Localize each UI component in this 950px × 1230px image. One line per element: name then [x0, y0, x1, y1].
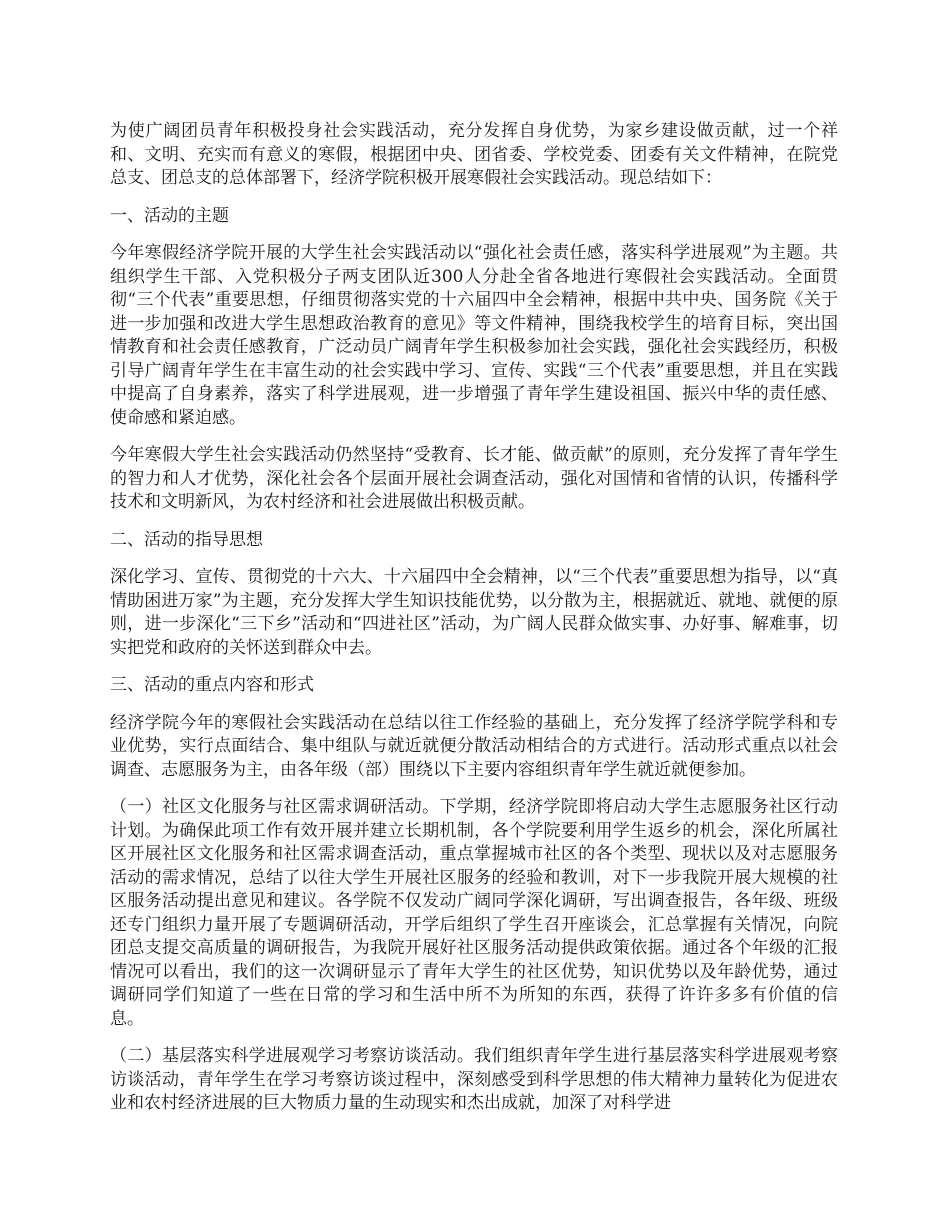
community-service-paragraph: （一）社区文化服务与社区需求调研活动。下学期，经济学院即将启动大学生志愿服务社区行动计划。为确保此项工作有效开展并建立长期机制，各个学院要利用学生返乡的机会，深化所属社区开展社区文化服务和社区需求调查活动，重点掌握城市社区的各个类型、现状以及对志愿服务活动的需求情况，总结了以往大学生开展社区服务的经验和教训，对下一步我院开展大规模的社区服务活动提出意见和建议。各学院不仅发动广阔同学深化调研，写出调查报告，各年级、班级还专门组织力量开展了专题调研活动，开学后组织了学生召开座谈会，汇总掌握有关情况，向院团总支提交高质量的调研报告，为我院开展好社区服务活动提供政策依据。通过各个年级的汇报情况可以看出，我们的这一次调研显示了青年大学生的社区优势，知识优势以及年龄优势，通过调研同学们知道了一些在日常的学习和生活中所不为所知的东西，获得了许许多多有价值的信息。 — [110, 797, 838, 1029]
section-heading-theme: 一、活动的主题 — [110, 205, 229, 226]
intro-paragraph: 为使广阔团员青年积极投身社会实践活动，充分发挥自身优势，为家乡建设做贡献，过一个祥和、文明、充实而有意义的寒假，根据团中央、团省委、学校党委、团委有关文件精神，在院党总支、团总支的总体部署下，经济学院积极开展寒假社会实践活动。现总结如下： — [110, 121, 838, 188]
theme-paragraph-1: 今年寒假经济学院开展的大学生社会实践活动以“强化社会责任感，落实科学进展观”为主题。共组织学生干部、入党积极分子两支团队近300人分赴全省各地进行寒假社会实践活动。全面贯彻“三个代表”重要思想，仔细贯彻落实党的十六届四中全会精神，根据中共中央、国务院《关于进一步加强和改进大学生思想政治教育的意见》等文件精神，围绕我校学生的培育目标，突出国情教育和社会责任感教育，广泛动员广阔青年学生积极参加社会实践，强化社会实践经历，积极引导广阔青年学生在丰富生动的社会实践中学习、宣传、实践“三个代表”重要思想，并且在实践中提高了自身素养，落实了科学进展观，进一步增强了青年学生建设祖国、振兴中华的责任感、使命感和紧迫感。 — [110, 243, 838, 428]
section-heading-guiding-ideas: 二、活动的指导思想 — [110, 529, 263, 550]
theme-paragraph-2: 今年寒假大学生社会实践活动仍然坚持“受教育、长才能、做贡献”的原则，充分发挥了青年学生的智力和人才优势，深化社会各个层面开展社会调查活动，强化对国情和省情的认识，传播科学技术和文明新风，为农村经济和社会进展做出积极贡献。 — [110, 445, 838, 512]
section-heading-key-content: 三、活动的重点内容和形式 — [110, 675, 314, 695]
document-page — [110, 120, 838, 1130]
grassroots-study-paragraph: （二）基层落实科学进展观学习考察访谈活动。我们组织青年学生进行基层落实科学进展观考察访谈活动，青年学生在学习考察访谈过程中，深刻感受到科学思想的伟大精神力量转化为促进农业和农村经济进展的巨大物质力量的生动现实和杰出成就，加深了对科学进 — [110, 1046, 838, 1113]
key-content-paragraph: 经济学院今年的寒假社会实践活动在总结以往工作经验的基础上，充分发挥了经济学院学科和专业优势，实行点面结合、集中组队与就近就便分散活动相结合的方式进行。活动形式重点以社会调查、志愿服务为主，由各年级（部）围绕以下主要内容组织青年学生就近就便参加。 — [110, 712, 838, 780]
guiding-ideas-paragraph: 深化学习、宣传、贯彻党的十六大、十六届四中全会精神，以“三个代表”重要思想为指导，以“真情助困进万家”为主题，充分发挥大学生知识技能优势，以分散为主，根据就近、就地、就便的原则，进一步深化“三下乡”活动和“四进社区”活动，为广阔人民群众做实事、办好事、解难事，切实把党和政府的关怀送到群众中去。 — [110, 567, 838, 658]
